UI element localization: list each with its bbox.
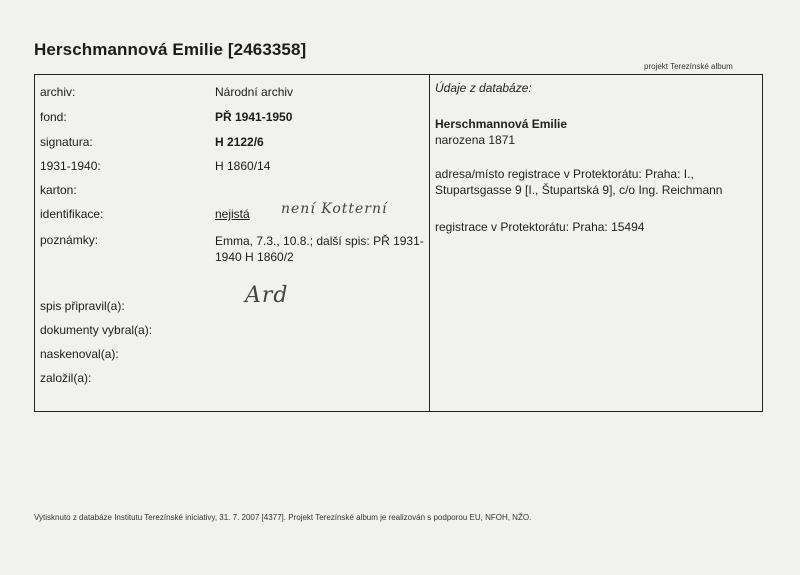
label-zalozil: založil(a): [40, 371, 92, 385]
handwritten-signature: Ard [245, 283, 289, 308]
label-poznamky: poznámky: [40, 233, 99, 247]
row-poznamky [35, 233, 429, 273]
label-1931-1940: 1931-1940: [40, 159, 101, 173]
value-poznamky: Emma, 7.3., 10.8.; další spis: PŘ 1931-1940 H 1860/2 [215, 234, 424, 264]
handwritten-identification-note: není Kotterní [281, 201, 388, 217]
registration-number: registrace v Protektorátu: Praha: 15494 [435, 220, 645, 234]
label-signatura: signatura: [40, 135, 93, 149]
row-karton [35, 183, 429, 203]
value-identifikace: nejistá [215, 207, 250, 221]
footer-note: Vytisknuto z databáze Institutu Terezínské iniciativy, 31. 7. 2007 [4377]. Projekt Terezínské album je realizován s podporou EU, NFOH, NŽO. [34, 513, 532, 522]
row-identifikace [35, 201, 429, 227]
value-fond: PŘ 1941-1950 [215, 110, 293, 124]
record-title: Herschmannová Emilie [2463358] [34, 40, 307, 59]
label-dokumenty-vybral: dokumenty vybral(a): [40, 323, 153, 337]
label-karton: karton: [40, 183, 77, 197]
value-archiv: Národní archiv [215, 85, 294, 99]
row-dokumenty-vybral [35, 323, 429, 343]
person-name: Herschmannová Emilie [435, 117, 568, 131]
registration-address: adresa/místo registrace v Protektorátu: Praha: I., Stupartsgasse 9 [I., Štupartská 9], c/o Ing. Reichmann [435, 167, 723, 197]
database-heading: Údaje z databáze: [435, 81, 532, 95]
birth-info: narozena 1871 [435, 133, 516, 147]
label-identifikace: identifikace: [40, 207, 104, 221]
row-zalozil [35, 371, 429, 391]
row-1931-1940 [35, 159, 429, 179]
column-divider [429, 75, 430, 411]
label-archiv: archiv: [40, 85, 76, 99]
row-signatura [35, 135, 429, 155]
row-spis-pripravil [35, 283, 429, 319]
value-signatura: H 2122/6 [215, 135, 264, 149]
label-naskenoval: naskenoval(a): [40, 347, 119, 361]
record-card [34, 74, 763, 412]
label-spis-pripravil: spis připravil(a): [40, 299, 125, 313]
label-fond: fond: [40, 110, 67, 124]
row-fond [35, 110, 429, 130]
value-1931-1940: H 1860/14 [215, 159, 271, 173]
row-archiv [35, 85, 429, 105]
project-tag: projekt Terezínské album [644, 62, 733, 71]
row-naskenoval [35, 347, 429, 367]
